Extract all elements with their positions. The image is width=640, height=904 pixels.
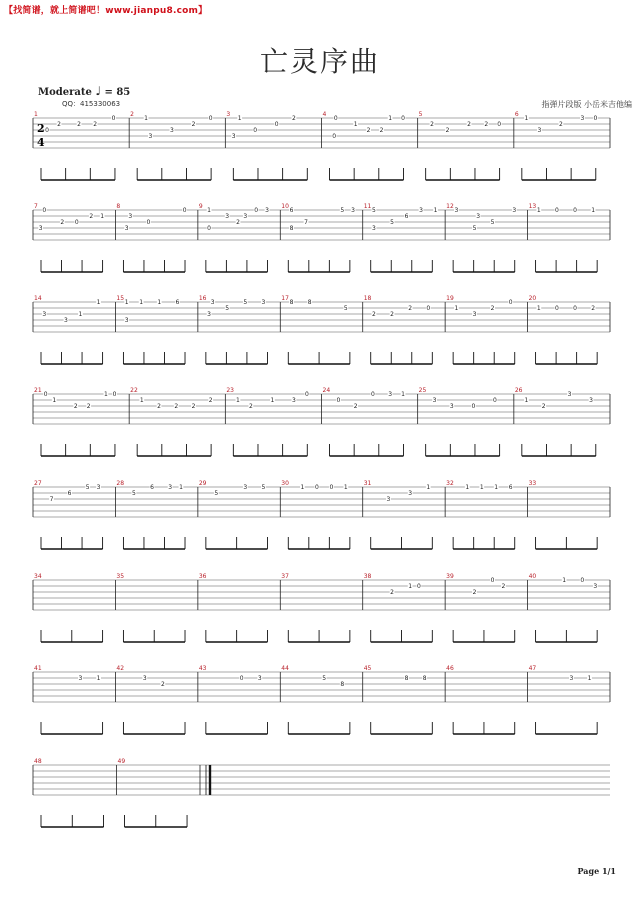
measure-number: 38 [363,573,372,580]
fret-number: 3 [569,675,574,683]
fret-number: 3 [432,397,437,405]
fret-number: 0 [416,583,421,591]
fret-number: 0 [304,391,309,399]
fret-number: 3 [386,496,391,504]
measure-number: 15 [116,295,125,302]
fret-number: 2 [73,403,78,411]
fret-number: 3 [537,127,542,135]
page-number: Page 1/1 [577,866,616,876]
fret-number: 3 [225,213,230,221]
fret-number: 1 [494,484,499,492]
page-title: 亡灵序曲 [259,45,380,78]
fret-number: 1 [157,299,162,307]
measure-number: 27 [34,480,42,487]
fret-number: 3 [388,391,393,399]
fret-number: 3 [472,311,477,319]
fret-number: 0 [370,391,375,399]
measure-number: 30 [281,480,289,487]
fret-number: 2 [408,305,413,313]
fret-number: 5 [214,490,219,498]
fret-number: 2 [248,403,253,411]
fret-number: 1 [139,299,144,307]
fret-number: 1 [524,115,529,123]
fret-number: 5 [340,207,345,215]
fret-number: 2 [372,311,376,319]
fret-number: 2 [467,121,471,129]
measure-number: 29 [198,480,207,487]
fret-number: 2 [541,403,546,411]
fret-number: 3 [124,317,129,325]
fret-number: 3 [64,317,68,325]
fret-number: 3 [210,299,215,307]
fret-number: 1 [536,305,541,313]
fret-number: 6 [289,207,294,215]
fret-number: 1 [52,397,57,405]
fret-number: 8 [289,225,294,233]
fret-number: 0 [274,121,279,129]
qq-contact: QQ：415330063 [62,100,121,108]
fret-number: 0 [253,127,258,135]
fret-number: 3 [292,397,296,405]
measure-number: 24 [322,387,331,394]
fret-number: 2 [89,213,94,221]
fret-number: 1 [96,299,101,307]
fret-number: 2 [501,583,506,591]
fret-number: 8 [404,675,409,683]
fret-number: 1 [343,484,348,492]
fret-number: 0 [333,115,338,123]
fret-number: 1 [562,577,567,585]
fret-number: 3 [96,484,101,492]
fret-number: 7 [49,496,54,504]
fret-number: 0 [492,397,497,405]
fret-number: 1 [300,484,305,492]
measure-number: 22 [130,387,138,394]
fret-number: 0 [329,484,334,492]
fret-number: 2 [86,403,91,411]
fret-number: 3 [261,299,266,307]
tempo-bpm: = 85 [104,87,131,98]
measure-number: 33 [528,480,537,487]
fret-number: 0 [314,484,319,492]
fret-number: 3 [257,675,262,683]
measure-number: 47 [528,665,537,672]
fret-number: 1 [104,391,108,399]
measure-number: 11 [363,203,372,210]
fret-number: 2 [174,403,179,411]
fret-number: 0 [497,121,502,129]
fret-number: 0 [239,675,244,683]
fret-number: 8 [289,299,294,307]
fret-number: 1 [139,397,144,405]
fret-number: 8 [422,675,427,683]
fret-number: 3 [265,207,269,215]
measure-number: 32 [446,480,454,487]
source-banner: 【找简谱，就上简谱吧！www.jianpu8.com】 [4,6,208,16]
measure-number: 37 [281,573,289,580]
fret-number: 1 [524,397,529,405]
fret-number: 0 [426,305,431,313]
fret-number: 2 [208,397,213,405]
fret-number: 1 [236,397,240,405]
fret-number: 0 [74,219,79,227]
fret-number: 3 [593,583,598,591]
measure-number: 7 [34,203,38,210]
fret-number: 0 [208,115,213,123]
fret-number: 6 [175,299,180,307]
fret-number: 3 [168,484,173,492]
fret-number: 0 [573,207,577,215]
measure-number: 13 [528,203,537,210]
fret-number: 2 [236,219,240,227]
fret-number: 1 [124,299,129,307]
fret-number: 2 [559,121,563,129]
measure-number: 9 [198,203,203,210]
fret-number: 6 [67,490,72,498]
fret-number: 2 [484,121,489,129]
measure-number: 3 [226,111,231,118]
time-signature-bottom: 4 [37,136,45,149]
fret-number: 3 [243,213,248,221]
measure-number: 28 [116,480,125,487]
fret-number: 3 [148,133,153,141]
fret-number: 0 [508,299,513,307]
fret-number: 5 [243,299,248,307]
fret-number: 3 [38,225,43,233]
fret-number: 5 [372,207,376,215]
fret-number: 6 [508,484,513,492]
fret-number: 8 [307,299,312,307]
fret-number: 1 [426,484,431,492]
fret-number: 1 [433,207,438,215]
fret-number: 2 [445,127,450,135]
fret-number: 3 [170,127,174,135]
fret-number: 0 [401,115,405,123]
fret-number: 1 [144,115,149,123]
fret-number: 3 [372,225,376,233]
fret-number: 1 [100,213,105,221]
fret-number: 1 [401,391,405,399]
measure-number: 40 [528,573,537,580]
fret-number: 2 [77,121,81,129]
fret-number: 0 [43,391,48,399]
fret-number: 1 [353,121,358,129]
fret-number: 6 [150,484,154,492]
fret-number: 5 [261,484,266,492]
fret-number: 0 [207,225,212,233]
measure-number: 6 [514,111,519,118]
fret-number: 2 [591,305,596,313]
measure-number: 41 [34,665,42,672]
measure-number: 18 [363,295,372,302]
fret-number: 3 [476,213,481,221]
fret-number: 5 [490,219,495,227]
fret-number: 3 [567,391,572,399]
measure-number: 31 [363,480,372,487]
measure-number: 20 [528,295,537,302]
fret-number: 3 [580,115,585,123]
measure-number: 34 [34,573,42,580]
fret-number: 2 [366,127,371,135]
fret-number: 0 [182,207,187,215]
measure-number: 10 [281,203,289,210]
fret-number: 0 [42,207,47,215]
fret-number: 5 [390,219,394,227]
measure-number: 45 [363,665,372,672]
measure-number: 46 [446,665,454,672]
fret-number: 2 [93,121,98,129]
fret-number: 1 [96,675,101,683]
measure-number: 16 [198,295,207,302]
fret-number: 7 [304,219,308,227]
measure-number: 4 [322,111,327,118]
fret-number: 1 [536,207,541,215]
fret-number: 1 [207,207,212,215]
fret-number: 2 [472,589,477,597]
measure-number: 44 [281,665,289,672]
arranger-credit: 指弹片段版 小岳米吉他编 [541,100,632,109]
fret-number: 0 [146,219,151,227]
fret-number: 5 [132,490,136,498]
measure-number: 5 [418,111,423,118]
fret-number: 2 [390,311,394,319]
fret-number: 5 [343,305,348,313]
fret-number: 2 [353,403,358,411]
measure-number: 8 [116,203,121,210]
measure-number: 39 [446,573,454,580]
fret-number: 0 [111,115,116,123]
fret-number: 2 [57,121,61,129]
fret-number: 1 [270,397,275,405]
fret-number: 2 [390,589,394,597]
measure-number: 49 [117,758,126,765]
fret-number: 3 [408,490,413,498]
fret-number: 2 [191,121,196,129]
measure-number: 23 [226,387,234,394]
measure-number: 26 [514,387,523,394]
fret-number: 0 [573,305,577,313]
measure-number: 42 [116,665,125,672]
measure-number: 12 [446,203,454,210]
quarter-note-icon: ♩ [95,84,101,98]
fret-number: 0 [490,577,495,585]
tempo-text: Moderate [38,87,92,98]
fret-number: 1 [388,115,393,123]
fret-number: 2 [379,127,384,135]
fret-number: 1 [479,484,484,492]
fret-number: 3 [128,213,133,221]
fret-number: 1 [237,115,242,123]
fret-number: 1 [591,207,596,215]
fret-number: 0 [45,127,49,135]
fret-number: 3 [42,311,47,319]
fret-number: 1 [465,484,470,492]
measure-number: 1 [34,111,38,118]
fret-number: 1 [587,675,592,683]
measure-number: 43 [198,665,207,672]
measure-number: 2 [130,111,134,118]
measure-number: 19 [446,295,454,302]
fret-number: 2 [430,121,434,129]
fret-number: 3 [512,207,517,215]
fret-number: 2 [490,305,495,313]
fret-number: 3 [589,397,593,405]
measure-number: 36 [198,573,207,580]
fret-number: 5 [322,675,327,683]
fret-number: 3 [207,311,212,319]
fret-number: 1 [454,305,459,313]
fret-number: 0 [555,305,559,313]
fret-number: 0 [332,133,337,141]
fret-number: 5 [85,484,90,492]
fret-number: 0 [593,115,598,123]
fret-number: 0 [336,397,341,405]
fret-number: 2 [292,115,296,123]
fret-number: 0 [471,403,476,411]
time-signature-top: 2 [37,122,45,135]
fret-number: 2 [60,219,65,227]
fret-number: 6 [404,213,409,221]
fret-number: 3 [243,484,248,492]
fret-number: 0 [112,391,117,399]
fret-number: 2 [157,403,161,411]
fret-number: 3 [231,133,236,141]
fret-number: 5 [472,225,477,233]
fret-number: 1 [179,484,183,492]
fret-number: 1 [78,311,83,319]
fret-number: 3 [78,675,83,683]
measure-number: 48 [34,758,42,765]
measure-number: 25 [418,387,427,394]
fret-number: 0 [555,207,559,215]
fret-number: 1 [408,583,413,591]
fret-number: 2 [160,681,165,689]
fret-number: 5 [225,305,230,313]
fret-number: 3 [454,207,459,215]
fret-number: 3 [449,403,454,411]
fret-number: 8 [340,681,345,689]
measure-number: 17 [281,295,289,302]
fret-number: 3 [142,675,147,683]
measure-number: 35 [116,573,125,580]
fret-number: 0 [254,207,259,215]
fret-number: 3 [351,207,356,215]
fret-number: 2 [191,403,196,411]
fret-number: 3 [124,225,129,233]
fret-number: 0 [580,577,585,585]
measure-number: 14 [34,295,42,302]
fret-number: 3 [419,207,423,215]
measure-number: 21 [34,387,42,394]
